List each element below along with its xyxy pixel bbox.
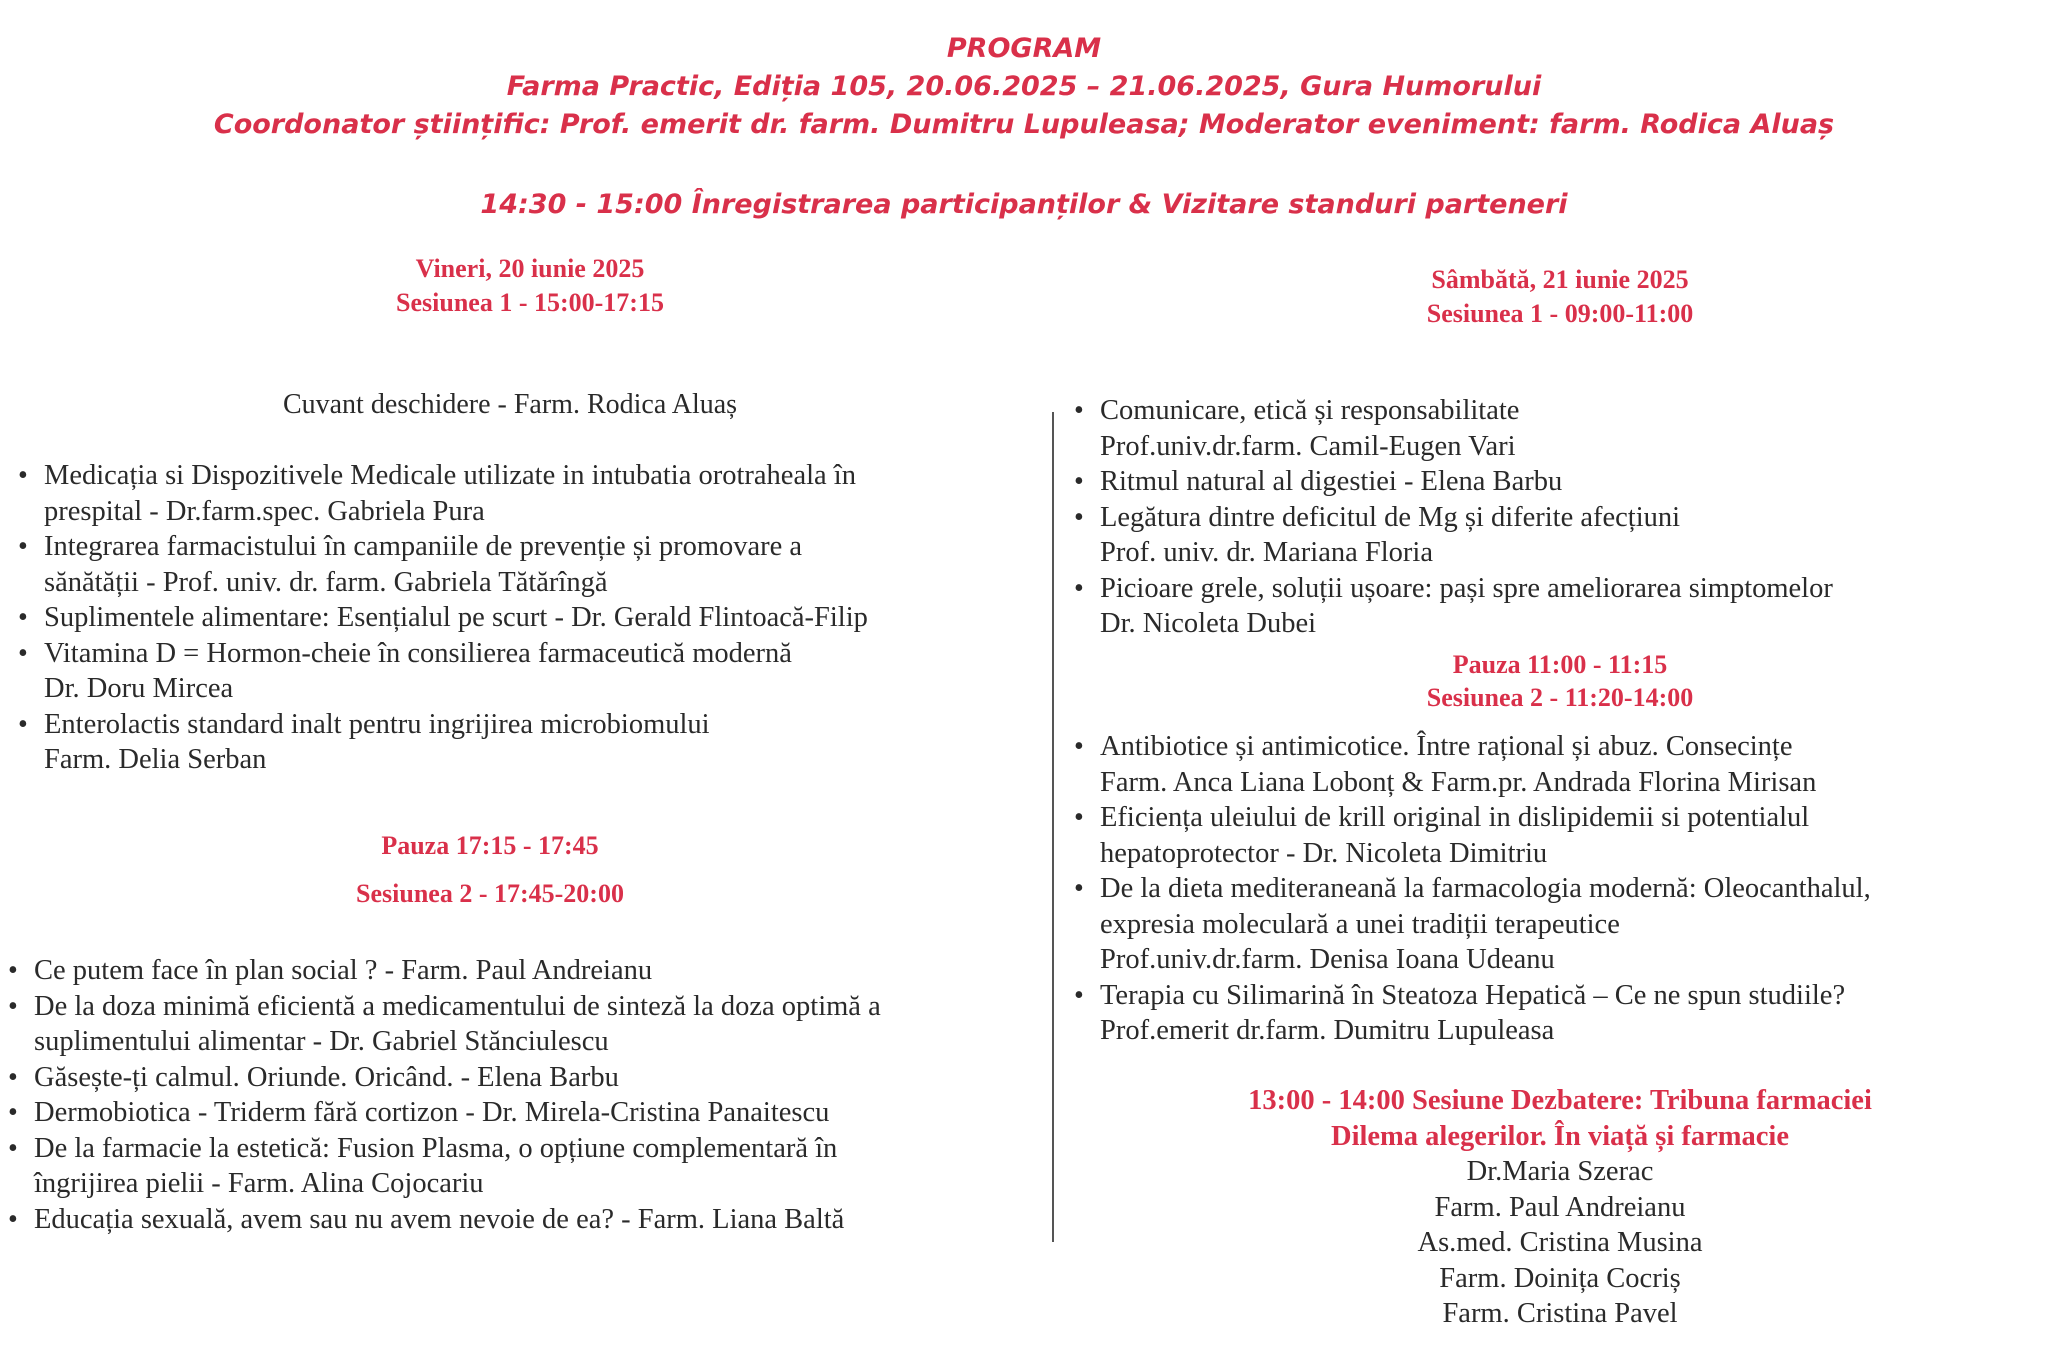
coordinator-line: Coordonator științific: Prof. emerit dr. farm. Dumitru Lupuleasa; Moderator eveniment: farm. Rodica Aluaș — [213, 109, 1835, 140]
friday-session1-title: Sesiunea 1 - 15:00-17:15 — [396, 288, 664, 317]
debate-subtitle: Dilema alegerilor. În viață și farmacie — [1330, 1120, 1789, 1152]
list-item: • Suplimentele alimentare: Esențialul pe scurt - Dr. Gerald Flintoacă-Filip — [14, 600, 1034, 636]
list-item: • Ce putem face în plan social ? - Farm. Paul Andreianu — [4, 953, 1034, 989]
program-title: PROGRAM — [946, 33, 1102, 64]
saturday-session1-title: Sesiunea 1 - 09:00-11:00 — [1426, 299, 1694, 328]
list-item: • Comunicare, etică și responsabilitate Prof.univ.dr.farm. Camil-Eugen Vari — [1070, 393, 2040, 464]
friday-session2-title: Sesiunea 2 - 17:45-20:00 — [356, 879, 624, 908]
opening-speech: Cuvant deschidere - Farm. Rodica Aluaș — [282, 389, 738, 420]
friday-pause: Pauza 17:15 - 17:45 — [381, 831, 599, 860]
saturday-pause: Pauza 11:00 - 11:15 — [1452, 650, 1668, 679]
event-line: Farma Practic, Ediția 105, 20.06.2025 – 21.06.2025, Gura Humorului — [506, 71, 1542, 102]
list-item: • De la farmacie la estetică: Fusion Plasma, o opțiune complementară în îngrijirea pielii - Farm. Alina Cojocariu — [4, 1131, 1034, 1202]
list-item: • Găsește-ți calmul. Oriunde. Oricând. - Elena Barbu — [4, 1060, 1034, 1096]
list-item: • Legătura dintre deficitul de Mg și diferite afecțiuni Prof. univ. dr. Mariana Floria — [1070, 500, 2040, 571]
saturday-session1-list — [1070, 393, 2040, 642]
list-item: • De la doza minimă eficientă a medicamentului de sinteză la doza optimă a suplimentului alimentar - Dr. Gabriel Stănciulescu — [4, 989, 1034, 1060]
list-item: • Integrarea farmacistului în campaniile de prevenție și promovare a sănătății - Prof. univ. dr. farm. Gabriela Tătărîngă — [14, 529, 1034, 600]
friday-session1-list — [14, 458, 1034, 778]
debate-panel — [1150, 1083, 1970, 1332]
list-item: • Ritmul natural al digestiei - Elena Barbu — [1070, 464, 2040, 500]
registration-line: 14:30 - 15:00 Înregistrarea participanților & Vizitare standuri parteneri — [480, 189, 1568, 220]
friday-session2-list — [4, 953, 1034, 1237]
list-item: • Dermobiotica - Triderm fără cortizon - Dr. Mirela-Cristina Panaitescu — [4, 1095, 1034, 1131]
list-item: • Antibiotice și antimicotice. Între rațional și abuz. Consecințe Farm. Anca Liana Lobonț & Farm.pr. Andrada Florina Mirisan — [1070, 729, 2045, 800]
list-item: • De la dieta mediteraneană la farmacologia modernă: Oleocanthalul, expresia moleculară a unei tradiții terapeutice Prof.univ.dr.farm. Denisa Ioana Udeanu — [1070, 871, 2045, 978]
saturday-day: Sâmbătă, 21 iunie 2025 — [1431, 265, 1689, 294]
list-item: • Terapia cu Silimarină în Steatoza Hepatică – Ce ne spun studiile? Prof.emerit dr.farm. Dumitru Lupuleasa — [1070, 978, 2045, 1049]
list-item: • Eficiența uleiului de krill original in dislipidemii si potentialul hepatoprotector - Dr. Nicoleta Dimitriu — [1070, 800, 2045, 871]
list-item: • Educația sexuală, avem sau nu avem nevoie de ea? - Farm. Liana Baltă — [4, 1202, 1034, 1238]
panelist: Dr.Maria Szerac — [1466, 1156, 1654, 1187]
panelist: Farm. Doinița Cocriș — [1439, 1262, 1681, 1294]
list-item: • Enterolactis standard inalt pentru ingrijirea microbiomului Farm. Delia Serban — [14, 707, 1034, 778]
friday-day: Vineri, 20 iunie 2025 — [415, 254, 645, 283]
list-item: • Picioare grele, soluții ușoare: pași spre ameliorarea simptomelor Dr. Nicoleta Dubei — [1070, 571, 2040, 642]
list-item: • Medicația si Dispozitivele Medicale utilizate in intubatia orotraheala în prespital - Dr.farm.spec. Gabriela Pura — [14, 458, 1034, 529]
panelist: Farm. Paul Andreianu — [1434, 1191, 1686, 1223]
column-divider — [1052, 412, 1054, 1242]
list-item: • Vitamina D = Hormon-cheie în consilierea farmaceutică modernă Dr. Doru Mircea — [14, 636, 1034, 707]
panelist: As.med. Cristina Musina — [1417, 1227, 1703, 1258]
panelist: Farm. Cristina Pavel — [1442, 1298, 1678, 1329]
saturday-session2-title: Sesiunea 2 - 11:20-14:00 — [1426, 683, 1694, 712]
debate-title: 13:00 - 14:00 Sesiune Dezbatere: Tribuna farmaciei — [1248, 1085, 1872, 1116]
saturday-session2-list — [1070, 729, 2045, 1049]
